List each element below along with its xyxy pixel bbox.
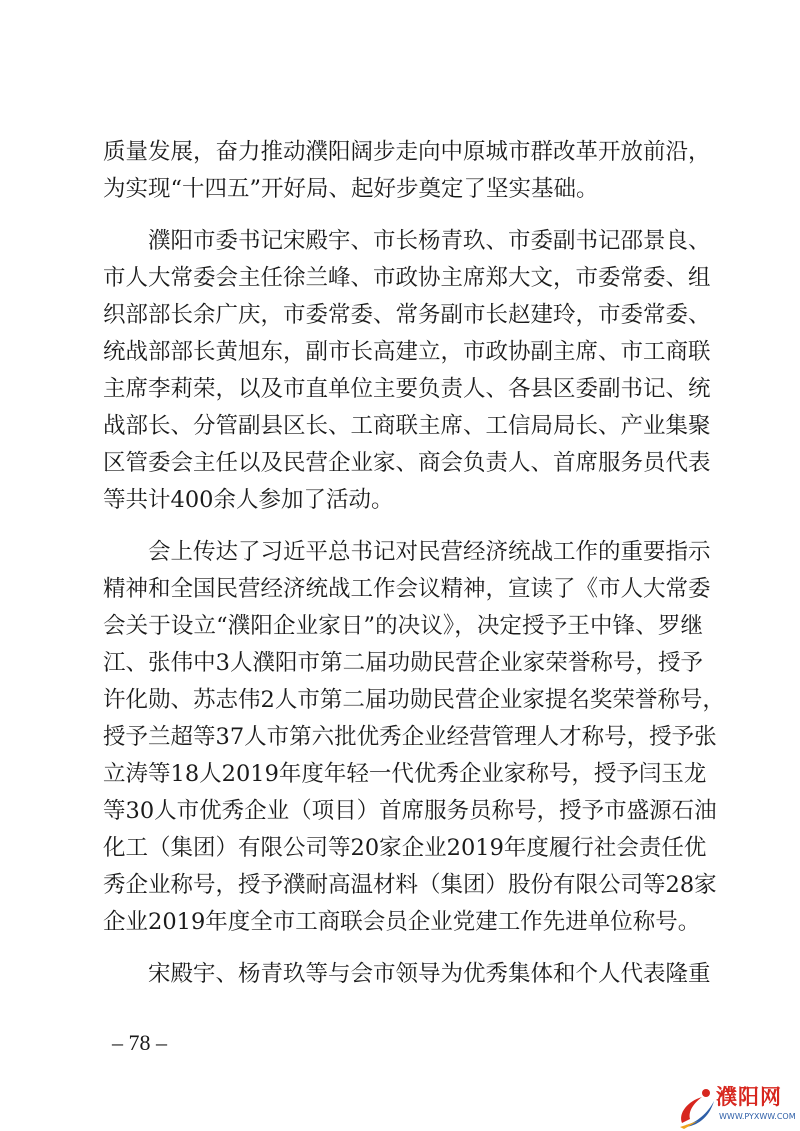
swoosh-logo-icon [676, 1083, 718, 1129]
body-text-line: 许化勋、苏志伟2人市第二届功勋民营企业家提名奖荣誉称号， [103, 687, 725, 713]
body-text-line: 统战部部长黄旭东，副市长高建立，市政协副主席、市工商联 [103, 339, 711, 365]
body-text-line: 区管委会主任以及民营企业家、商会负责人、首席服务员代表 [103, 450, 711, 476]
body-text-line: 会上传达了习近平总书记对民营经济统战工作的重要指示 [103, 539, 711, 565]
body-text-line: 企业2019年度全市工商联会员企业党建工作先进单位称号。 [103, 909, 701, 935]
body-text-line: 秀企业称号，授予濮耐高温材料（集团）股份有限公司等28家 [103, 872, 717, 898]
body-text-line: 主席李莉荣，以及市直单位主要负责人、各县区委副书记、统 [103, 376, 711, 402]
body-text-line: 等30人市优秀企业（项目）首席服务员称号，授予市盛源石油 [103, 798, 717, 824]
page-number: – 78 – [112, 1030, 167, 1055]
body-text-line: 为实现“十四五”开好局、起好步奠定了坚实基础。 [103, 176, 599, 202]
body-text-line: 织部部长余广庆，市委常委、常务副市长赵建玲，市委常委、 [103, 302, 711, 328]
body-text-line: 质量发展，奋力推动濮阳阔步走向中原城市群改革开放前沿， [103, 139, 711, 165]
body-text-line: 战部长、分管副县区长、工商联主席、工信局局长、产业集聚 [103, 413, 711, 439]
body-text-line: 立涛等18人2019年度年轻一代优秀企业家称号，授予闫玉龙 [103, 761, 707, 787]
body-text-line: 会关于设立“濮阳企业家日”的决议》，决定授予王中锋、罗继 [103, 613, 703, 639]
site-watermark-logo [676, 1083, 798, 1129]
watermark-site-url: WWW.PYXWW.COM [719, 1112, 796, 1121]
body-text-line: 精神和全国民营经济统战工作会议精神，宣读了《市人大常委 [103, 576, 711, 602]
body-text-line: 濮阳市委书记宋殿宇、市长杨青玖、市委副书记邵景良、 [103, 228, 711, 254]
body-text-line: 宋殿宇、杨青玖等与会市领导为优秀集体和个人代表隆重 [103, 961, 711, 987]
body-text-line: 化工（集团）有限公司等20家企业2019年度履行社会责任优 [103, 835, 707, 861]
body-text-line: 江、张伟中3人濮阳市第二届功勋民营企业家荣誉称号，授予 [103, 650, 703, 676]
body-text-line: 等共计400余人参加了活动。 [103, 487, 394, 513]
watermark-site-name: 濮阳网 [716, 1085, 782, 1109]
body-text-line: 授予兰超等37人市第六批优秀企业经营管理人才称号，授予张 [103, 724, 717, 750]
body-text-line: 市人大常委会主任徐兰峰、市政协主席郑大文，市委常委、组 [103, 265, 711, 291]
